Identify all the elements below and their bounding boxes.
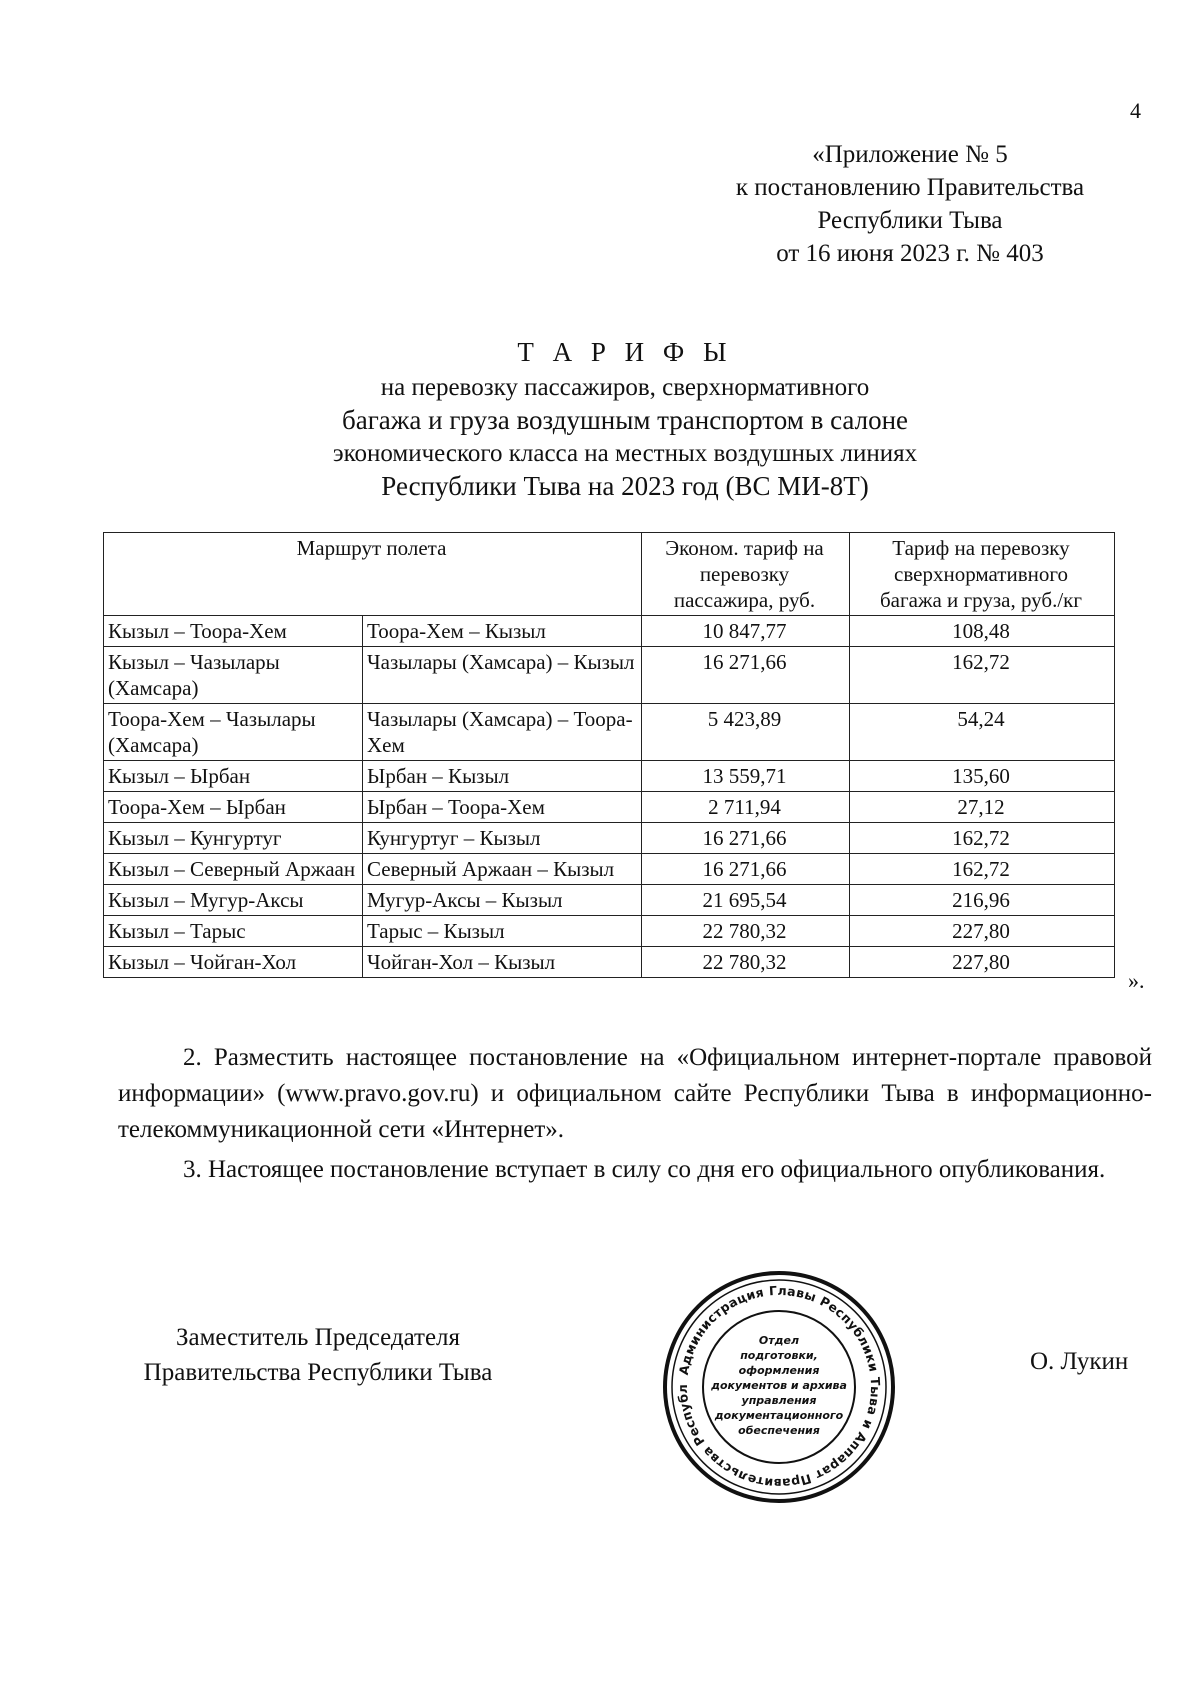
route-outbound: Тоора-Хем – Ырбан xyxy=(104,792,363,823)
route-outbound: Кызыл – Тоора-Хем xyxy=(104,616,363,647)
stamp-center-line: оформления xyxy=(738,1364,820,1377)
table-row xyxy=(104,823,1115,854)
stamp-graphic xyxy=(660,1268,898,1506)
signer-name: О. Лукин xyxy=(1030,1348,1129,1375)
stamp-center-line: управления xyxy=(741,1394,817,1407)
route-outbound: Кызыл – Чазылары (Хамсара) xyxy=(104,647,363,704)
title-line: Республики Тыва на 2023 год (ВС МИ-8Т) xyxy=(381,471,869,501)
passenger-fare: 16 271,66 xyxy=(642,823,850,854)
table-row xyxy=(104,616,1115,647)
appendix-reference xyxy=(690,138,1130,270)
header-cargo-fare xyxy=(850,533,1115,616)
cargo-fare: 227,80 xyxy=(850,947,1115,978)
route-outbound: Кызыл – Кунгуртуг xyxy=(104,823,363,854)
table-row xyxy=(104,854,1115,885)
route-return: Чазылары (Хамсара) – Тоора-Хем xyxy=(363,704,642,761)
passenger-fare: 13 559,71 xyxy=(642,761,850,792)
table-header-row xyxy=(104,533,1115,616)
cargo-fare: 54,24 xyxy=(850,704,1115,761)
route-return: Ырбан – Кызыл xyxy=(363,761,642,792)
header-passenger-fare xyxy=(642,533,850,616)
cargo-fare: 216,96 xyxy=(850,885,1115,916)
stamp-center-line: Отдел xyxy=(758,1334,800,1347)
route-outbound: Тоора-Хем – Чазылары (Хамсара) xyxy=(104,704,363,761)
route-outbound: Кызыл – Северный Аржаан xyxy=(104,854,363,885)
cargo-fare: 108,48 xyxy=(850,616,1115,647)
route-outbound: Кызыл – Чойган-Хол xyxy=(104,947,363,978)
route-outbound: Кызыл – Ырбан xyxy=(104,761,363,792)
signer-position-line: Заместитель Председателя xyxy=(175,1324,461,1351)
route-return: Северный Аржаан – Кызыл xyxy=(363,854,642,885)
table-row xyxy=(104,916,1115,947)
passenger-fare: 10 847,77 xyxy=(642,616,850,647)
header-line: перевозку xyxy=(699,562,790,586)
cargo-fare: 27,12 xyxy=(850,792,1115,823)
title-heading: Т А Р И Ф Ы xyxy=(517,337,733,367)
stamp-center-line: обеспечения xyxy=(738,1424,820,1437)
stamp-center-line: документационного xyxy=(714,1409,844,1422)
passenger-fare: 2 711,94 xyxy=(642,792,850,823)
cargo-fare: 227,80 xyxy=(850,916,1115,947)
passenger-fare: 16 271,66 xyxy=(642,647,850,704)
page-number: 4 xyxy=(1130,98,1141,123)
header-line: сверхнормативного xyxy=(894,562,1068,586)
passenger-fare: 22 780,32 xyxy=(642,947,850,978)
header-line: пассажира, руб. xyxy=(673,588,816,612)
stamp-center-line: подготовки, xyxy=(740,1349,818,1362)
cargo-fare: 162,72 xyxy=(850,647,1115,704)
cargo-fare: 162,72 xyxy=(850,823,1115,854)
route-return: Чойган-Хол – Кызыл xyxy=(363,947,642,978)
paragraph-3: 3. Настоящее постановление вступает в силу со дня его официального опубликования. xyxy=(183,1156,1106,1183)
document-title xyxy=(250,336,1000,503)
route-return: Мугур-Аксы – Кызыл xyxy=(363,885,642,916)
route-return: Чазылары (Хамсара) – Кызыл xyxy=(363,647,642,704)
tariffs-table xyxy=(103,532,1115,978)
passenger-fare: 21 695,54 xyxy=(642,885,850,916)
closing-quote: ». xyxy=(1128,968,1145,993)
cargo-fare: 162,72 xyxy=(850,854,1115,885)
passenger-fare: 22 780,32 xyxy=(642,916,850,947)
appendix-line: к постановлению Правительства xyxy=(735,174,1085,201)
stamp-ring-text: Администрация Главы Республики Тыва и Аппарат Правительства Республ xyxy=(674,1282,884,1492)
route-return: Тарыс – Кызыл xyxy=(363,916,642,947)
route-outbound: Кызыл – Тарыс xyxy=(104,916,363,947)
route-outbound: Кызыл – Мугур-Аксы xyxy=(104,885,363,916)
cargo-fare: 135,60 xyxy=(850,761,1115,792)
title-line: на перевозку пассажиров, сверхнормативного xyxy=(380,374,870,401)
route-return: Кунгуртуг – Кызыл xyxy=(363,823,642,854)
passenger-fare: 5 423,89 xyxy=(642,704,850,761)
table-row xyxy=(104,885,1115,916)
table-row xyxy=(104,792,1115,823)
passenger-fare: 16 271,66 xyxy=(642,854,850,885)
header-line: Эконом. тариф на xyxy=(665,536,824,560)
title-line: багажа и груза воздушным транспортом в салоне xyxy=(341,405,909,435)
appendix-line: Республики Тыва xyxy=(817,207,1003,234)
header-route: Маршрут полета xyxy=(104,533,642,616)
table-row xyxy=(104,947,1115,978)
official-stamp xyxy=(660,1268,898,1506)
table-row xyxy=(104,761,1115,792)
title-line: экономического класса на местных воздушных линиях xyxy=(332,440,918,467)
appendix-line: «Приложение № 5 xyxy=(812,141,1008,168)
route-return: Ырбан – Тоора-Хем xyxy=(363,792,642,823)
header-line: багажа и груза, руб./кг xyxy=(880,588,1082,612)
stamp-center-line: документов и архива xyxy=(711,1379,847,1392)
signer-position-line: Правительства Республики Тыва xyxy=(143,1359,493,1386)
paragraph-2: 2. Разместить настоящее постановление на «Официальном интернет-портале правовой информации» (www.pravo.gov.ru) и официальном сайте Республики Тыва в информационно-телекоммуникационной сети «Интернет». xyxy=(118,1044,1152,1143)
header-line: Тариф на перевозку xyxy=(892,536,1070,560)
appendix-line: от 16 июня 2023 г. № 403 xyxy=(776,240,1044,267)
route-return: Тоора-Хем – Кызыл xyxy=(363,616,642,647)
table-row xyxy=(104,647,1115,704)
table-row xyxy=(104,704,1115,761)
signer-position xyxy=(118,1320,518,1390)
